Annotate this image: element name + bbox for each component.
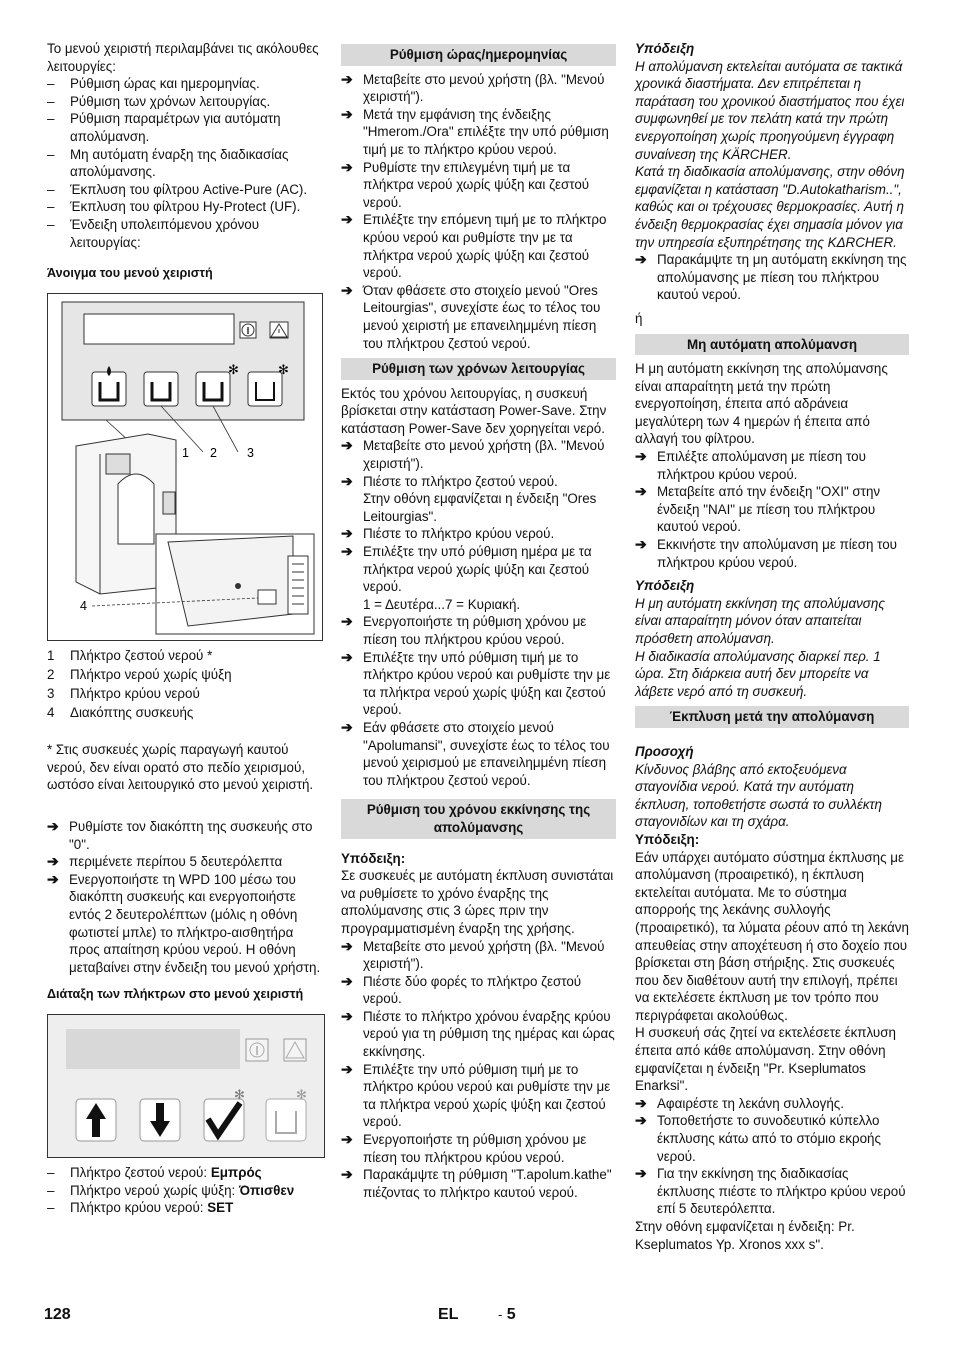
svg-text:✻: ✻ [278,361,289,377]
page-sub-number: - 5 [498,1306,516,1323]
svg-text:✻: ✻ [296,1086,307,1102]
key-layout-figure [47,1014,325,1158]
list-item: – Πλήκτρο νερού χωρίς ψύξη: Όπισθεν [47,1182,323,1200]
step: ➔ Επιλέξτε απολύμανση με πίεση του πλήκτρου κρύου νερού. [635,448,866,482]
step: ➔ Μετά την εμφάνιση της ένδειξης "Hmerom./Ora" επιλέξτε την υπό ρύθμιση τιμή με το πλήκτρο κρύου νερού. [341,105,609,157]
callout-2: 2 [210,445,217,460]
hot-water-key-icon [92,366,126,406]
paragraph: Η μη αυτόματη εκκίνηση της απολύμανσης είναι απαραίτητη μετά την πρώτη ενεργοποίηση, έπειτα από αδράνεια μεγαλύτερη των 4 ημερών ή έπειτα από αλλαγή του φίλτρου. [635,361,888,447]
list-item: – Ρύθμιση παραμέτρων για αυτόματη απολύμανση. [47,110,323,145]
warning-icon [270,322,288,338]
language-code: EL [438,1306,459,1323]
callout-1: 1 [182,445,189,460]
note-text: Κατά τη διαδικασία απολύμανσης, στην οθόνη εμφανίζεται η κατάσταση "D.Autokatharism..", καθώς και οι τρέχουσες θερμοκρασίες. Αυτή η ένδειξη θερμοκρασίας έχει σημασία μόνον για την υπηρεσία εξυπηρέτησης της KΔRCHER. [635,164,905,250]
paragraph: Σε συσκευές με αυτόματη έκπλυση συνιστάται να ρυθμίσετε το χρόνο έναρξης της απολύμανσης στις 3 ώρες πριν την προγραμματισμένη έναρξη της χρήσης. [341,868,614,936]
legend-item: 2 Πλήκτρο νερού χωρίς ψύξη [47,666,232,682]
step: ➔ Ενεργοποιήστε τη ρύθμιση χρόνου με πίεση του πλήκτρου κρύου νερού. [341,613,587,647]
list-item: – Πλήκτρο κρύου νερού: SET [47,1199,323,1217]
note-label: Υπόδειξη: [341,850,406,866]
key-layout-illustration [48,1015,324,1157]
forward-up-arrow-icon [76,1099,116,1141]
list-item: – Μη αυτόματη έναρξη της διαδικασίας απολύμανσης. [47,146,323,181]
uncooled-water-key-icon [144,372,178,406]
step: ➔ Τοποθετήστε το συνοδευτικό κύπελλο έκπλυσης κάτω από το στόμιο εκροής νερού. [635,1112,881,1164]
step: ➔ Για την εκκίνηση της διαδικασίας έκπλυσης πιέστε το πλήκτρο κρύου νερού επί 5 δευτερόλεπτα. [635,1165,906,1217]
list-item: – Έκπλυση του φίλτρου Hy-Protect (UF). [47,198,323,216]
step: ➔ Ενεργοποιήστε τη ρύθμιση χρόνου με πίεση του πλήκτρου κρύου νερού. [341,1131,587,1165]
section-heading: Έκπλυση μετά την απολύμανση [635,706,909,728]
step: ➔ Εάν φθάσετε στο στοιχείο μενού "Apolumansi", συνεχίστε έως το τέλος του μενού χειρισμού με επανειλημμένη πίεση του πλήκτρου ζεστού νερού. [341,718,610,788]
device-figure [47,293,323,641]
list-item: – Ρύθμιση ώρας και ημερομηνίας. [47,75,323,93]
step-result: Στην οθόνη εμφανίζεται η ένδειξη "Ores Leitourgias". [363,491,597,524]
step: ➔ Ενεργοποιήστε τη WPD 100 μέσω του διακόπτη συσκευής και ενεργοποιήστε εντός 2 δευτερολέπτων (μόλις η οθόνη φωτιστεί μπλε) το πλήκτρο-αισθητήρα προς απαίτηση κρύου νερού. Η οθόνη μεταβαίνει στην ένδειξη του μενού χρήστη. [47,870,321,975]
legend-item: 1 Πλήκτρο ζεστού νερού * [47,647,213,663]
step: ➔ Επιλέξτε την επόμενη τιμή με το πλήκτρο κρύου νερού και ρυθμίστε την με τα πλήκτρα νερού χωρίς ψύξη και ζεστού νερού. [341,211,607,281]
step: ➔ Παρακάμψτε τη ρύθμιση "T.apolum.kathe" πιέζοντας το πλήκτρο καυτού νερού. [341,1166,612,1200]
step: ➔ Επιλέξτε την υπό ρύθμιση ημέρα με τα πλήκτρα νερού χωρίς ψύξη και ζεστού νερού. [341,543,592,595]
warning-icon [284,1039,306,1061]
step: ➔ Αφαιρέστε τη λεκάνη συλλογής. [635,1094,844,1111]
paragraph: Στην οθόνη εμφανίζεται η ένδειξη: Pr. Kseplumatos Yp. Xronos xxx s". [635,1219,855,1252]
step: ➔ Επιλέξτε την υπό ρύθμιση τιμή με το πλήκτρο κρύου νερού και ρυθμίστε την με τα πλήκτρα νερού χωρίς ψύξη και ζεστού νερού. [341,1060,611,1130]
list-item: – Ένδειξη υπολειπόμενου χρόνου λειτουργίας: [47,216,323,251]
note-text: Η μη αυτόματη εκκίνηση της απολύμανσης είναι απαραίτητη μόνον όταν απαιτείται πρόσθετη απολύμανση. [635,595,885,646]
list-item: – Πλήκτρο ζεστού νερού: Εμπρός [47,1164,323,1182]
function-list [47,75,323,251]
back-down-arrow-icon [140,1099,180,1141]
intro-text: Το μενού χειριστή περιλαμβάνει τις ακόλουθες λειτουργίες: [47,41,319,74]
device-illustration [48,294,322,640]
step: ➔ Ρυθμίστε τον διακόπτη της συσκευής στο "0". [47,818,313,852]
section-heading: Διάταξη των πλήκτρων στο μενού χειριστή [47,987,304,1002]
note-title: Υπόδειξη [635,578,695,594]
step: ➔ Πιέστε το πλήκτρο κρύου νερού. [341,525,555,542]
step: ➔ Μεταβείτε στο μενού χρήστη (βλ. "Μενού χειριστή"). [341,437,605,472]
caution-text: Κίνδυνος βλάβης από εκτοξευόμενα σταγονίδια νερού. Κατά την αυτόματη έκπλυση, τοποθετήστε σωστά το συλλέκτη σταγονιδίων και τη σχάρα. [635,761,882,830]
svg-text:✻: ✻ [228,361,239,377]
or-text: ή [635,310,643,326]
legend-item: 3 Πλήκτρο κρύου νερού [47,685,200,701]
step: ➔ Παρακάμψτε τη μη αυτόματη εκκίνηση της απολύμανσης με πίεση του πλήκτρου καυτού νερού. [635,251,907,303]
step: ➔ Μεταβείτε στο μενού χρήστη (βλ. "Μενού χειριστή"). [341,937,605,972]
step: ➔ Μεταβείτε από την ένδειξη "OXI" στην ένδειξη "NAI" με πίεση του πλήκτρου καυτού νερού. [635,483,881,535]
step: ➔ Πιέστε δύο φορές το πλήκτρο ζεστού νερού. [341,972,582,1007]
paragraph: Η συσκευή σάς ζητεί να εκτελέσετε έκπλυση έπειτα από κάθε απολύμανση. Στην οθόνη εμφανίζεται η ένδειξη "Pr. Kseplumatos Enarksi". [635,1025,896,1094]
section-heading: Ρύθμιση ώρας/ημερομηνίας [341,44,616,66]
list-item: – Έκπλυση του φίλτρου Active-Pure (AC). [47,181,323,199]
step: ➔ Μεταβείτε στο μενού χρήστη (βλ. "Μενού χειριστή"). [341,70,605,105]
column-1 [47,40,323,1217]
step: ➔ Επιλέξτε την υπό ρύθμιση τιμή με το πλήκτρο κρύου νερού και ρυθμίστε την με τα πλήκτρα νερού χωρίς ψύξη και ζεστού νερού. [341,648,611,718]
callout-3: 3 [247,445,254,460]
footnote: * Στις συσκευές χωρίς παραγωγή καυτού νερού, δεν είναι ορατό στο πεδίο χειρισμού, ωστόσο είναι λειτουργικό στο μενού χειριστή. [47,742,314,793]
key-list [47,1164,323,1217]
figure-legend [47,647,323,722]
svg-text:✻: ✻ [234,1086,245,1102]
page-number: 128 [44,1306,71,1323]
power-switch-icon [258,590,276,604]
step: ➔ Ρυθμίστε την επιλεγμένη τιμή με τα πλήκτρα νερού χωρίς ψύξη και ζεστού νερού. [341,158,590,210]
section-heading: Άνοιγμα του μενού χειριστή [47,266,213,281]
column-2 [341,44,616,1201]
callout-4: 4 [80,598,87,613]
step-result: 1 = Δευτέρα...7 = Κυριακή. [363,596,521,612]
note-title: Υπόδειξη [635,41,695,56]
step: ➔ Όταν φθάσετε στο στοιχείο μενού "Ores Leitourgias", συνεχίστε έως το τέλος του μενού χειριστή με επανειλημμένη πίεση του πλήκτρου ζεστού νερού. [341,281,601,351]
step: ➔ Εκκινήστε την απολύμανση με πίεση του πλήκτρου κρύου νερού. [635,536,897,570]
step: ➔ Πιέστε το πλήκτρο χρόνου έναρξης κρύου νερού για τη ρύθμιση της ημέρας και ώρας εκκίνησης. [341,1007,615,1060]
section-heading: Ρύθμιση των χρόνων λειτουργίας [341,358,616,380]
list-item: – Ρύθμιση των χρόνων λειτουργίας. [47,93,323,111]
info-icon [246,1039,268,1061]
caution-title: Προσοχή [635,743,694,759]
section-heading: Μη αυτόματη απολύμανση [635,334,909,356]
column-3 [635,40,909,1253]
note-text: Η διαδικασία απολύμανσης διαρκεί περ. 1 ώρα. Στη διάρκεια αυτή δεν μπορείτε να λάβετε νερό από τη συσκευή. [635,648,881,699]
note-label: Υπόδειξη: [635,831,700,847]
paragraph: Εκτός του χρόνου λειτουργίας, η συσκευή βρίσκεται στην κατάσταση Power-Save. Στην κατάσταση Power-Save δεν χορηγείται νερό. [341,385,607,436]
paragraph: Εάν υπάρχει αυτόματο σύστημα έκπλυσης με απολύμανση (προαιρετικό), η έκπλυση εκτελείται αυτόματα. Με το σύστημα απορροής της λεκάνης συλλογής (προαιρετικό), τα λύματα ρέουν από τη λεκάνη απευθείας στην αποχέτευση ή στο δοχείο που βρίσκεται στη βάση στήριξης. Στις συσκευές που δεν διαθέτουν αυτή την επιλογή, πρέπει να εκτελέσετε έκπλυση με τον τρόπο που περιγράφεται ακολούθως. [635,849,909,1023]
section-heading: Ρύθμιση του χρόνου εκκίνησης της απολύμανσης [341,799,616,838]
note-text: Η απολύμανση εκτελείται αυτόματα σε τακτικά χρονικά διαστήματα. Δεν επιτρέπεται η παράταση του χρονικού διαστήματος που έχει συμφωνηθεί με τον πελάτη κατά την πρώτη ενεργοποίηση χωρίς προηγούμενη έγγραφη συναίνεση της KÄRCHER. [635,58,905,162]
info-icon [240,322,256,338]
legend-item: 4 Διακόπτης συσκευής [47,704,194,720]
step: ➔ περιμένετε περίπου 5 δευτερόλεπτα [47,853,283,870]
step: ➔ Πιέστε το πλήκτρο ζεστού νερού. [341,472,558,489]
